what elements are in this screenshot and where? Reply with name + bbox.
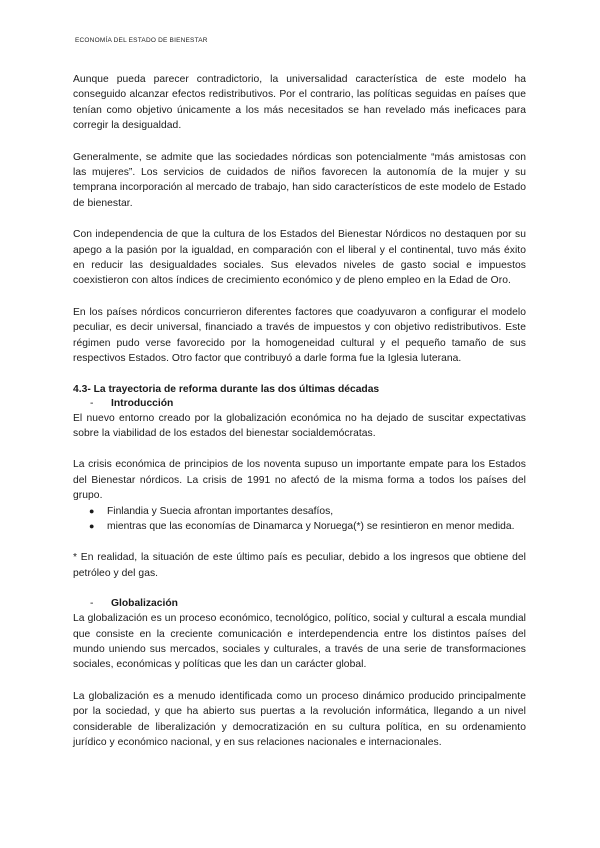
list-item-text: mientras que las economías de Dinamarca y Noruega(*) se resintieron en menor medida. [107, 520, 515, 532]
bullet-icon: ● [89, 505, 95, 516]
subsection-title: Introducción [111, 397, 174, 409]
subsection-heading-globalizacion [90, 597, 526, 611]
paragraph: En los países nórdicos concurrieron diferentes factores que coadyuvaron a configurar el modelo peculiar, es decir universal, financiado a través de impuestos y con objetivo redistributivos. Este régimen pudo verse favorecido por la homogeneidad cultural y el pequeño tamaño de sus respectivos Estados. Otro factor que contribuyó a darle forma fue la Iglesia luterana. [73, 306, 526, 365]
paragraph: La crisis económica de principios de los noventa supuso un importante empate para los Estados del Bienestar nórdicos. La crisis de 1991 no afectó de la misma forma a todos los países del grupo. [73, 459, 526, 502]
list-item [73, 519, 526, 534]
subsection-heading-introduccion [90, 397, 526, 411]
dash-marker: - [90, 598, 94, 610]
footnote-text: * En realidad, la situación de este último país es peculiar, debido a los ingresos que obtiene del petróleo y del gas. [73, 552, 526, 579]
paragraph: Con independencia de que la cultura de los Estados del Bienestar Nórdicos no destaquen por su apego a la pasión por la igualdad, en comparación con el liberal y el continental, tuvo más éxito en reducir las desigualdades sociales. Sus elevados niveles de gasto social e impuestos coexistieron con altos índices de crecimiento económico y de pleno empleo en la Edad de Oro. [73, 229, 526, 287]
running-header: ECONOMÍA DEL ESTADO DE BIENESTAR [75, 37, 208, 44]
paragraph: La globalización es un proceso económico, tecnológico, político, social y cultural a escala mundial que consiste en la creciente comunicación e interdependencia entre los distintos países del mundo uniendo sus mercados, sociales y culturales, a través de una serie de transformaciones sociales, económicas y políticas que les dan un carácter global. [73, 613, 526, 671]
paragraph: Aunque pueda parecer contradictorio, la universalidad característica de este modelo ha conseguido alcanzar efectos redistributivos. Por el contrario, las políticas seguidas en países que tenían como objetivo únicamente a los más necesitados se han revelado más ineficaces para corregir la desigualdad. [73, 74, 526, 132]
subsection-title: Globalización [111, 598, 178, 610]
dash-marker: - [90, 397, 94, 409]
list-item-text: Finlandia y Suecia afrontan importantes desafíos, [107, 505, 334, 517]
paragraph: El nuevo entorno creado por la globalización económica no ha dejado de suscitar expectativas sobre la viabilidad de los estados del bienestar socialdemócratas. [73, 412, 526, 439]
list-item [73, 504, 526, 519]
bullet-icon: ● [89, 520, 95, 531]
bullet-list [73, 504, 526, 535]
section-heading: 4.3- La trayectoria de reforma durante las dos últimas décadas [73, 383, 380, 395]
paragraph: Generalmente, se admite que las sociedades nórdicas son potencialmente “más amistosas con las mujeres”. Los servicios de cuidados de niños favorecen la autonomía de la mujer y su temprana incorporación al mercado de trabajo, han sido característicos de este modelo de Estado de bienestar. [73, 151, 526, 209]
document-body [73, 72, 526, 750]
paragraph: La globalización es a menudo identificada como un proceso dinámico producido principalmente por la sociedad, y que ha abierto sus puertas a la revolución informática, llegando a un nivel considerable de liberalización y democratización en su cultura política, en su ordenamiento jurídico y económico nacional, y en sus relaciones nacionales e internacionales. [73, 690, 526, 748]
